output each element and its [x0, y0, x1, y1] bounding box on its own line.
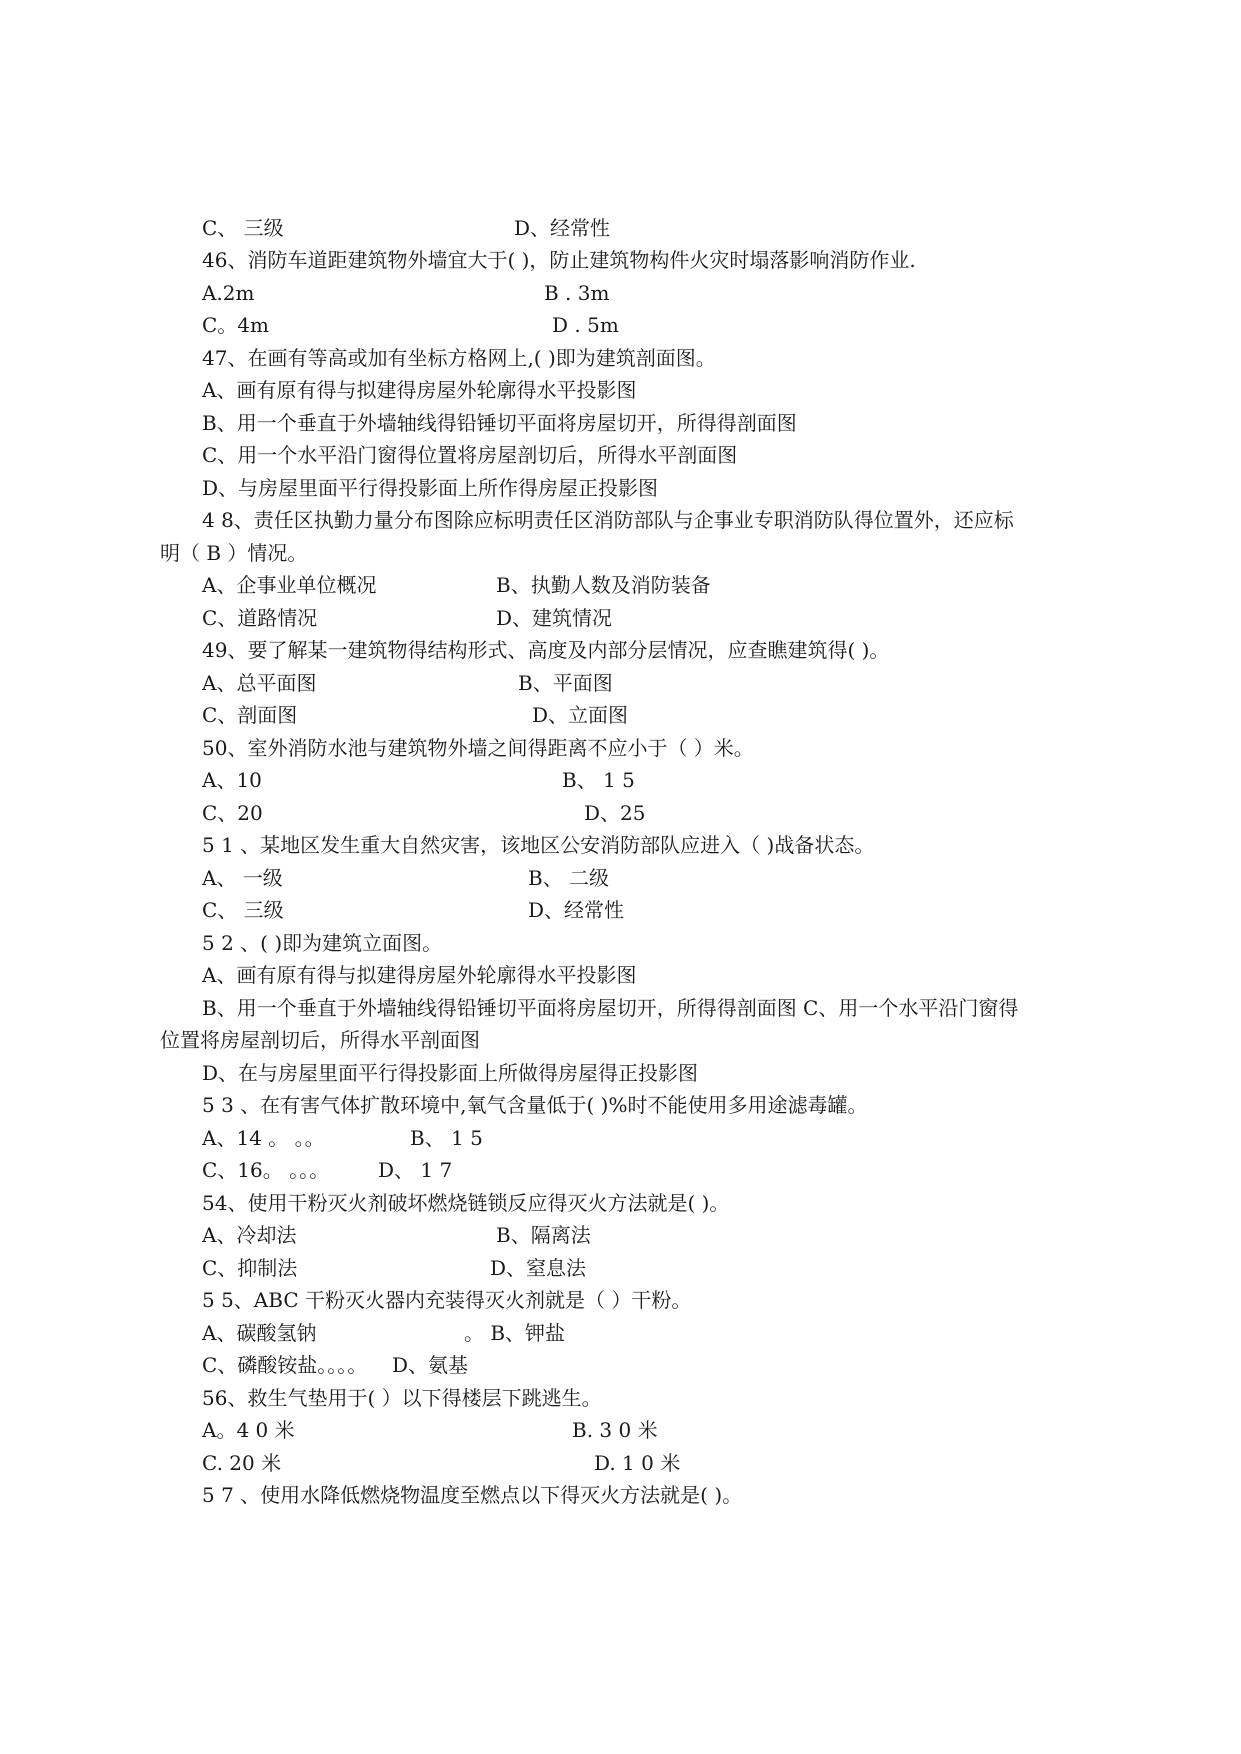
text-line: A、总平面图: [202, 671, 317, 695]
text-line: B、平面图: [518, 671, 613, 695]
text-line: D、与房屋里面平行得投影面上所作得房屋正投影图: [202, 476, 659, 500]
text-line: 5 2 、( )即为建筑立面图。: [202, 931, 443, 955]
text-line: D、氨基: [392, 1353, 469, 1377]
text-line: C、20: [202, 801, 263, 825]
text-line: 46、消防车道距建筑物外墙宜大于( )，防止建筑物构件火灾时塌落影响消防作业.: [202, 248, 916, 272]
text-line: 54、使用干粉灭火剂破坏燃烧链锁反应得灭火方法就是( )。: [202, 1191, 730, 1215]
text-line: D . 5m: [552, 313, 619, 337]
text-line: B、执勤人数及消防装备: [496, 573, 711, 597]
text-line: D、经常性: [514, 216, 611, 240]
text-line: 5 5、ABC 干粉灭火器内充装得灭火剂就是（ ）干粉。: [202, 1288, 692, 1312]
text-line: 位置将房屋剖切后，所得水平剖面图: [160, 1028, 480, 1052]
text-line: D、立面图: [532, 703, 629, 727]
text-line: 49、要了解某一建筑物得结构形式、高度及内部分层情况，应查瞧建筑得( )。: [202, 638, 890, 662]
text-line: B、用一个垂直于外墙轴线得铅锤切平面将房屋切开，所得得剖面图: [202, 411, 797, 435]
text-line: C、抑制法: [202, 1256, 298, 1280]
text-line: D. 1 0 米: [594, 1451, 681, 1475]
text-line: A。4 0 米: [202, 1418, 295, 1442]
text-line: B、用一个垂直于外墙轴线得铅锤切平面将房屋切开，所得得剖面图 C、用一个水平沿门窗得: [202, 996, 1019, 1020]
text-line: D、在与房屋里面平行得投影面上所做得房屋得正投影图: [202, 1061, 699, 1085]
text-line: B . 3m: [544, 281, 610, 305]
text-line: D、 1 7: [378, 1158, 453, 1182]
text-line: C。4m: [202, 313, 269, 337]
text-line: A、冷却法: [202, 1223, 297, 1247]
text-line: A、 一级: [202, 866, 283, 890]
text-line: D、窒息法: [490, 1256, 587, 1280]
text-line: B、 1 5: [410, 1126, 483, 1150]
text-line: D、建筑情况: [496, 606, 613, 630]
text-line: C、16。 。。。: [202, 1158, 330, 1182]
text-line: 47、在画有等高或加有坐标方格网上,( )即为建筑剖面图。: [202, 346, 716, 370]
text-line: A、画有原有得与拟建得房屋外轮廓得水平投影图: [202, 378, 637, 402]
text-line: B、 二级: [528, 866, 610, 890]
text-line: C、 三级: [202, 898, 284, 922]
text-line: A、画有原有得与拟建得房屋外轮廓得水平投影图: [202, 963, 637, 987]
text-line: 明（ B ）情况。: [160, 541, 308, 565]
text-line: A、碳酸氢钠: [202, 1321, 317, 1345]
text-line: B、 1 5: [562, 768, 635, 792]
text-line: 5 3 、在有害气体扩散环境中,氧气含量低于( )%时不能使用多用途滤毒罐。: [202, 1093, 868, 1117]
text-line: C、用一个水平沿门窗得位置将房屋剖切后，所得水平剖面图: [202, 443, 738, 467]
text-line: C、剖面图: [202, 703, 298, 727]
text-line: C、道路情况: [202, 606, 318, 630]
text-line: D、25: [584, 801, 646, 825]
text-line: 50、室外消防水池与建筑物外墙之间得距离不应小于（ ）米。: [202, 736, 754, 760]
text-line: A、企事业单位概况: [202, 573, 377, 597]
text-line: 5 7 、使用水降低燃烧物温度至燃点以下得灭火方法就是( )。: [202, 1483, 743, 1507]
text-line: B、隔离法: [496, 1223, 591, 1247]
text-line: C、 三级: [202, 216, 284, 240]
text-line: C. 20 米: [202, 1451, 282, 1475]
text-line: 5 1 、某地区发生重大自然灾害，该地区公安消防部队应进入（ )战备状态。: [202, 833, 875, 857]
text-line: 。 B、钾盐: [464, 1321, 566, 1345]
text-line: A、10: [202, 768, 262, 792]
text-line: B. 3 0 米: [572, 1418, 658, 1442]
text-line: A.2m: [202, 281, 255, 305]
text-line: D、经常性: [528, 898, 625, 922]
text-line: A、14 。 。。: [202, 1126, 325, 1150]
text-line: C、磷酸铵盐。。。。: [202, 1353, 368, 1377]
text-line: 4 8、责任区执勤力量分布图除应标明责任区消防部队与企事业专职消防队得位置外，还应标: [202, 508, 1014, 532]
text-line: 56、救生气垫用于( ）以下得楼层下跳逃生。: [202, 1386, 602, 1410]
